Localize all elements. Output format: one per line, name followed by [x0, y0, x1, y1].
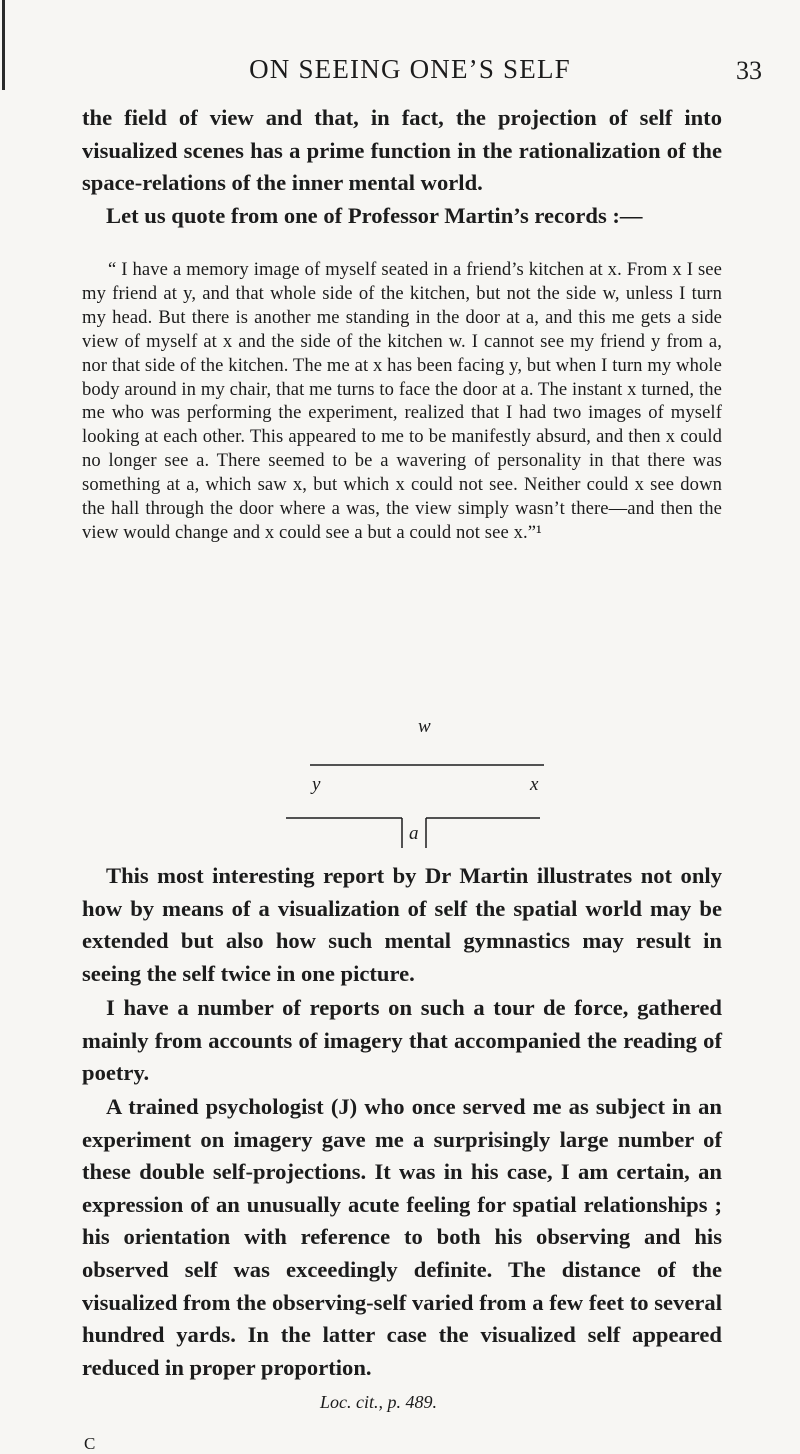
signature-mark: C [84, 1434, 96, 1453]
diagram-label-a: a [409, 823, 419, 844]
running-title: ON SEEING ONE’S SELF [249, 54, 571, 84]
block-quote: “ I have a memory image of myself seated in a friend’s kitchen at x. From x I see my friend at y, and that whole side of the kitchen, but not the side w, unless I turn my head. But there is another me standing in the door at a, and this me gets a side view of myself at x and the side of the kitchen w. I cannot see my friend y from a, nor that side of the kitchen. The me at x has been facing y, but when I turn my whole body around in my chair, that me turns to face the door at a. The instant x turned, the me who was performing the experiment, realized that I had two images of myself looking at each other. This appeared to me to be manifestly absurd, and then x could no longer see a. There seemed to be a wavering of personality in that there was something at a, which saw x, but which x could not see. Neither could x see down the hall through the door where a was, the view simply wasn’t there—and then the view would change and x could see a but a could not see x.”¹ [82, 259, 722, 543]
diagram-label-y: y [312, 774, 321, 795]
paragraph-psychologist-text: A trained psychologist (J) who once served me as subject in an experiment on imagery gave me a surprisingly large number of these double self-projections. It was in his case, I am certain, an expression of an unusually acute feeling for spatial relationships ; his orientation with reference to both his observing and his observed self was exceedingly definite. The distance of the visualized from the observing-self varied from a few feet to several hundred yards. In the latter case the visualized self appeared reduced in proper proportion. [82, 1094, 722, 1380]
footnote-text: Loc. cit., p. 489. [320, 1392, 437, 1412]
page-number: 33 [736, 56, 762, 85]
page-header [40, 54, 780, 94]
diagram-label-w: w [418, 716, 431, 737]
diagram-label-x: x [530, 774, 539, 795]
paragraph-martin-report: This most interesting report by Dr Martin illustrates not only how by means of a visualization of self the spatial world may be extended but also how such mental gymnastics may result in seeing the self twice in one picture. [82, 863, 722, 986]
paragraph-tour-de-force: I have a number of reports on such a tour de force, gathered mainly from accounts of imagery that accompanied the reading of poetry. [82, 995, 722, 1086]
paragraph-psychologist [82, 1091, 722, 1384]
paragraph-quote-intro: Let us quote from one of Professor Martin’s records :— [106, 203, 643, 228]
page-edge [2, 0, 5, 90]
footnote [320, 1392, 437, 1413]
paragraph-continuation: the field of view and that, in fact, the projection of self into visualized scenes has a prime function in the rationalization of the space-relations of the inner mental world. [82, 105, 722, 196]
